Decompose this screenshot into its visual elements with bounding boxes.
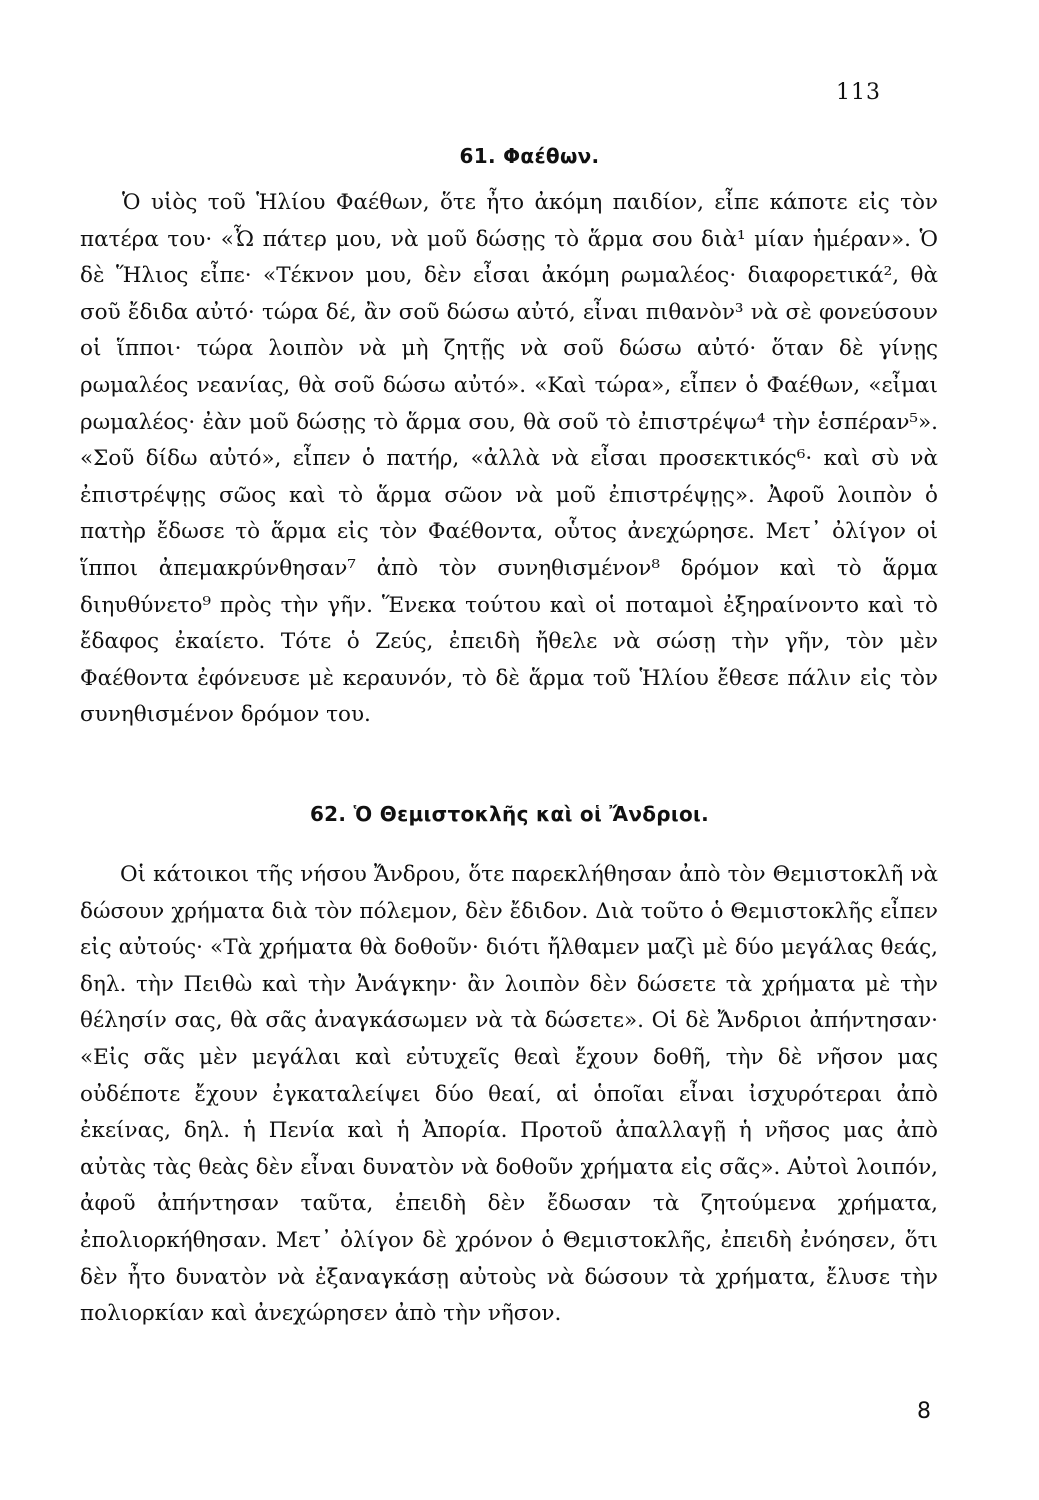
section-title-themistocles: 62. Ὁ Θεμιστοκλῆς καὶ οἱ Ἄνδριοι. [309, 802, 710, 826]
page-number: 113 [836, 80, 881, 105]
paragraph-themistocles: Οἱ κάτοικοι τῆς νήσου Ἄνδρου, ὅτε παρεκλήθησαν ἀπὸ τὸν Θεμιστοκλῆ νὰ δώσουν χρήματα διὰ τὸν πόλεμον, δὲν ἔδιδον. Διὰ τοῦτο ὁ Θεμιστοκλῆς εἶπεν εἰς αὐτούς· «Τὰ χρήματα θὰ δοθοῦν· διότι ἤλθαμεν μαζὶ μὲ δύο μεγάλας θεάς, δηλ. τὴν Πειθὼ καὶ τὴν Ἀνάγκην· ἂν λοιπὸν δὲν δώσετε τὰ χρήματα μὲ τὴν θέλησίν σας, θὰ σᾶς ἀναγκάσωμεν νὰ τὰ δώσετε». Οἱ δὲ Ἄνδριοι ἀπήντησαν· «Εἰς σᾶς μὲν μεγάλαι καὶ εὐτυχεῖς θεαὶ ἔχουν δοθῆ, τὴν δὲ νῆσον μας οὐδέποτε ἔχουν ἐγκαταλείψει δύο θεαί, αἱ ὁποῖαι εἶναι ἰσχυρότεραι ἀπὸ ἐκείνας, δηλ. ἡ Πενία καὶ ἡ Ἀπορία. Προτοῦ ἀπαλλαγῇ ἡ νῆσος μας ἀπὸ αὐτὰς τὰς θεὰς δὲν εἶναι δυνατὸν νὰ δοθοῦν χρήματα εἰς σᾶς». Αὐτοὶ λοιπόν, ἀφοῦ ἀπήντησαν ταῦτα, ἐπειδὴ δὲν ἔδωσαν τὰ ζητούμενα χρήματα, ἐπολιορκήθησαν. Μετ᾽ ὀλίγον δὲ χρόνον ὁ Θεμιστοκλῆς, ἐπειδὴ ἐνόησεν, ὅτι δὲν ἦτο δυνατὸν νὰ ἐξαναγκάσῃ αὐτοὺς νὰ δώσουν τὰ χρήματα, ἔλυσε τὴν πολιορκίαν καὶ ἀνεχώρησεν ἀπὸ τὴν νῆσον. [80, 862, 938, 1327]
signature-mark: 8 [917, 1399, 931, 1424]
paragraph-phaethon: Ὁ υἱὸς τοῦ Ἡλίου Φαέθων, ὅτε ἦτο ἀκόμη παιδίον, εἶπε κάποτε εἰς τὸν πατέρα του· «Ὦ πάτερ μου, νὰ μοῦ δώσῃς τὸ ἅρμα σου διὰ¹ μίαν ἡμέραν». Ὁ δὲ Ἥλιος εἶπε· «Τέκνον μου, δὲν εἶσαι ἀκόμη ρωμαλέος· διαφορετικά², θὰ σοῦ ἔδιδα αὐτό· τώρα δέ, ἂν σοῦ δώσω αὐτό, εἶναι πιθανὸν³ νὰ σὲ φονεύσουν οἱ ἵπποι· τώρα λοιπὸν νὰ μὴ ζητῇς νὰ σοῦ δώσω αὐτό· ὅταν δὲ γίνῃς ρωμαλέος νεανίας, θὰ σοῦ δώσω αὐτό». «Καὶ τώρα», εἶπεν ὁ Φαέθων, «εἶμαι ρωμαλέος· ἐὰν μοῦ δώσῃς τὸ ἅρμα σου, θὰ σοῦ τὸ ἐπιστρέψω⁴ τὴν ἑσπέραν⁵». «Σοῦ δίδω αὐτό», εἶπεν ὁ πατήρ, «ἀλλὰ νὰ εἶσαι προσεκτικός⁶· καὶ σὺ νὰ ἐπιστρέψῃς σῶος καὶ τὸ ἅρμα σῶον νὰ μοῦ ἐπιστρέψῃς». Ἀφοῦ λοιπὸν ὁ πατὴρ ἔδωσε τὸ ἅρμα εἰς τὸν Φαέθοντα, οὗτος ἀνεχώρησε. Μετ᾽ ὀλίγον οἱ ἵπποι ἀπεμακρύνθησαν⁷ ἀπὸ τὸν συνηθισμένον⁸ δρόμον καὶ τὸ ἅρμα διηυθύνετο⁹ πρὸς τὴν γῆν. Ἕνεκα τούτου καὶ οἱ ποταμοὶ ἐξηραίνοντο καὶ τὸ ἔδαφος ἐκαίετο. Τότε ὁ Ζεύς, ἐπειδὴ ἤθελε νὰ σώσῃ τὴν γῆν, τὸν μὲν Φαέθοντα ἐφόνευσε μὲ κεραυνόν, τὸ δὲ ἅρμα τοῦ Ἡλίου ἔθεσε πάλιν εἰς τὸν συνηθισμένον δρόμον του. [80, 190, 938, 728]
section-title-phaethon: 61. Φαέθων. [459, 144, 600, 168]
